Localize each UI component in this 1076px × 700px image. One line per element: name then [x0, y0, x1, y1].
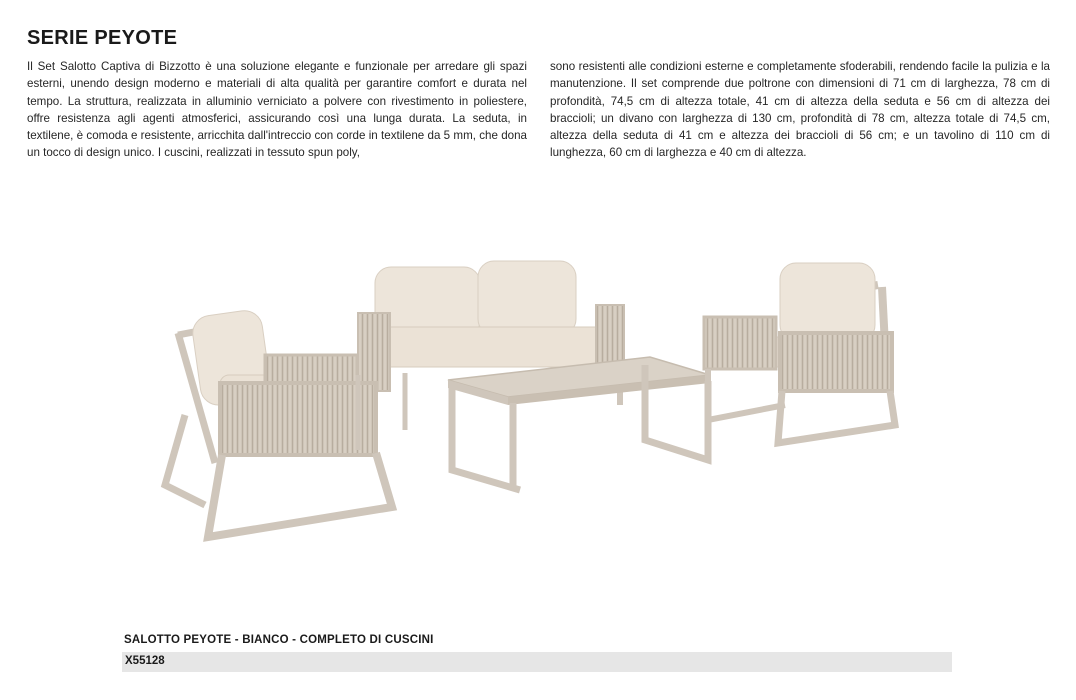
page-title: SERIE PEYOTE — [27, 27, 178, 49]
coffee-table-illustration — [448, 357, 710, 490]
description-column-right: sono resistenti alle condizioni esterne e completamente sfoderabili, rendendo facile la pulizia e la manutenzione. Il set comprende due poltrone con dimensioni di 71 cm di larghezza, 78 cm di profondità, 74,5 cm di altezza totale, 41 cm di altezza della seduta e 56 cm di altezza dei braccioli; un divano con larghezza di 130 cm, profondità di 78 cm, altezza totale di 74,5 cm, altezza della seduta di 41 cm e altezza dei braccioli di 56 cm; e un tavolino di 110 cm di lunghezza, 60 cm di larghezza e 40 cm di altezza. — [550, 60, 1050, 160]
armchair-right-illustration — [704, 263, 895, 443]
product-photo — [130, 215, 950, 595]
description-column-left: Il Set Salotto Captiva di Bizzotto è una soluzione elegante e funzionale per arredare gli spazi esterni, unendo design moderno e materiali di alta qualità per garantire comfort e durata nel tempo. La struttura, realizzata in alluminio verniciato a polvere con rivestimento in poliestere, offre resistenza agli agenti atmosferici, assicurando così una lunga durata. La seduta, in textilene, è comoda e resistente, arricchita dall'intreccio con corde in textilene da 5 mm, che dona un tocco di design unico. I cuscini, realizzati in tessuto spun poly, — [27, 60, 527, 160]
product-code-bar — [122, 652, 952, 672]
product-code: X55128 — [125, 655, 165, 667]
product-name: SALOTTO PEYOTE - BIANCO - COMPLETO DI CUSCINI — [124, 634, 434, 646]
sofa-illustration — [358, 261, 624, 430]
